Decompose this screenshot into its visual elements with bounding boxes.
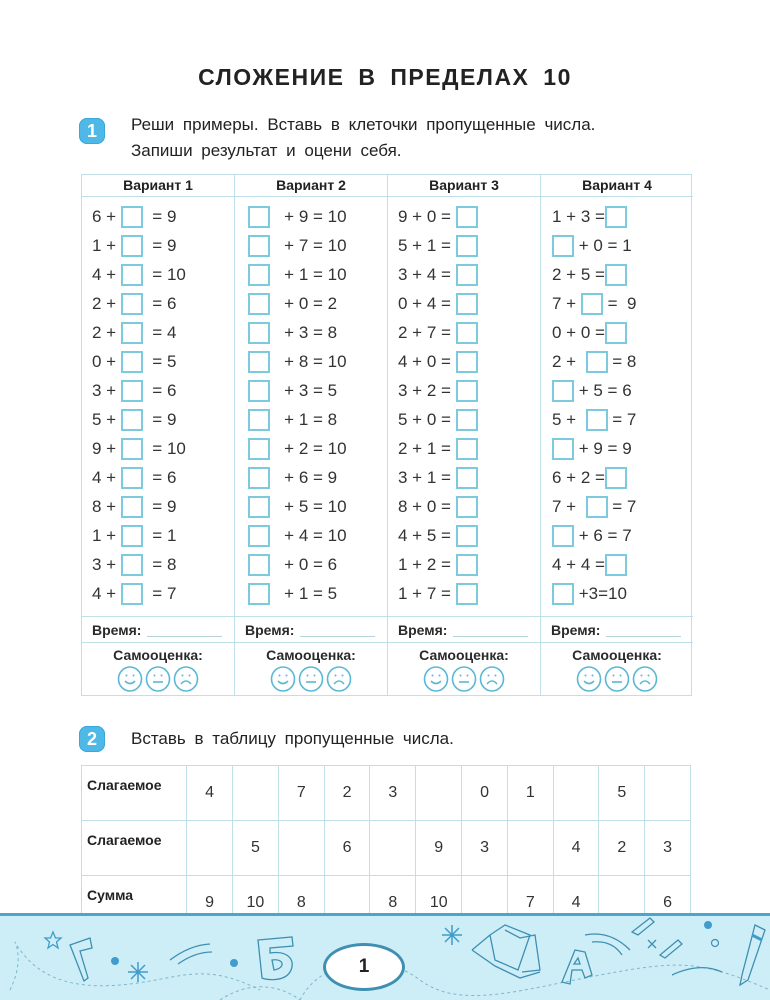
answer-box[interactable] <box>456 467 478 489</box>
self-assessment-label: Самооценка: <box>266 647 356 663</box>
task-number-badge: 1 <box>79 118 105 144</box>
table-cell: 9 <box>187 876 233 931</box>
equation-row <box>541 202 693 231</box>
equation-row <box>82 202 234 231</box>
answer-box[interactable] <box>456 438 478 460</box>
equation-row <box>82 405 234 434</box>
equation-right: + 3 = 8 <box>270 322 338 342</box>
equation-left: 9 + <box>92 438 121 458</box>
answer-box[interactable] <box>552 438 574 460</box>
answer-box[interactable] <box>605 322 627 344</box>
table-cell: 7 <box>278 766 324 821</box>
equation-right: + 0 = 2 <box>270 293 338 313</box>
equation-row <box>541 260 693 289</box>
task-number-badge: 2 <box>79 726 105 752</box>
equation-right: + 6 = 7 <box>574 525 632 545</box>
table-row <box>82 766 691 821</box>
equation-right: + 7 = 10 <box>270 235 347 255</box>
equation-left: 8 + 0 = <box>398 496 456 516</box>
equation-right: + 1 = 10 <box>270 264 347 284</box>
table-cell: 4 <box>187 766 233 821</box>
self-assessment <box>388 644 540 697</box>
neutral-face-icon[interactable] <box>451 666 477 697</box>
equation-row <box>235 521 387 550</box>
equation-left: 3 + 2 = <box>398 380 456 400</box>
equation-left: 2 + 5 = <box>552 264 605 284</box>
time-label: Время: <box>245 622 295 638</box>
equation-row <box>388 318 540 347</box>
equation-right: + 3 = 5 <box>270 380 338 400</box>
equation-right: = 9 <box>142 409 177 429</box>
table-cell: 4 <box>553 876 599 931</box>
equation-row <box>541 289 693 318</box>
answer-box[interactable] <box>121 467 143 489</box>
task2-instruction: Вставь в таблицу пропущенные числа. <box>131 729 454 748</box>
equation-right: + 2 = 10 <box>270 438 347 458</box>
equation-row <box>388 492 540 521</box>
equation-left: 5 + <box>552 409 586 429</box>
table-cell: 6 <box>324 821 370 876</box>
table-cell[interactable] <box>232 766 278 821</box>
answer-box[interactable] <box>121 235 143 257</box>
table-cell: 4 <box>553 821 599 876</box>
equation-row <box>541 492 693 521</box>
table-cell: 1 <box>507 766 553 821</box>
table-cell: 9 <box>416 821 462 876</box>
answer-box[interactable] <box>248 554 270 576</box>
answer-box[interactable] <box>121 525 143 547</box>
time-label: Время: <box>551 622 601 638</box>
equation-right: + 0 = 1 <box>574 235 632 255</box>
equation-row <box>235 492 387 521</box>
equation-left: 2 + 7 = <box>398 322 456 342</box>
variant-column-2 <box>235 175 388 695</box>
equation-right: = 7 <box>607 409 637 429</box>
equation-right: = 9 <box>142 206 177 226</box>
equation-left: 0 + 0 = <box>552 322 605 342</box>
equation-row <box>82 550 234 579</box>
neutral-face-icon[interactable] <box>145 666 171 697</box>
time-field <box>82 616 234 643</box>
equation-right: = 9 <box>142 235 177 255</box>
equation-right: + 6 = 9 <box>270 467 338 487</box>
letter-g-icon <box>70 938 92 981</box>
equation-left: 3 + <box>92 554 121 574</box>
equation-row <box>388 521 540 550</box>
answer-box[interactable] <box>121 293 143 315</box>
sad-face-icon[interactable] <box>632 666 658 697</box>
answer-box[interactable] <box>456 322 478 344</box>
answer-box[interactable] <box>248 235 270 257</box>
answer-box[interactable] <box>456 409 478 431</box>
equation-right: + 5 = 6 <box>574 380 632 400</box>
equation-row <box>388 405 540 434</box>
answer-box[interactable] <box>248 322 270 344</box>
answer-box[interactable] <box>456 380 478 402</box>
letter-b-icon <box>258 937 293 980</box>
answer-box[interactable] <box>121 322 143 344</box>
equation-right: = 1 <box>142 525 177 545</box>
self-assessment-label: Самооценка: <box>419 647 509 663</box>
time-field <box>388 616 540 643</box>
answer-box[interactable] <box>248 438 270 460</box>
equation-left: 3 + <box>92 380 121 400</box>
answer-box[interactable] <box>121 264 143 286</box>
equation-row <box>235 260 387 289</box>
equation-right: = 6 <box>142 467 177 487</box>
equation-left: 1 + 2 = <box>398 554 456 574</box>
answer-box[interactable] <box>121 351 143 373</box>
equation-left: 1 + <box>92 235 121 255</box>
answer-box[interactable] <box>248 409 270 431</box>
equation-row <box>82 376 234 405</box>
equation-left: 4 + <box>92 583 121 603</box>
equation-row <box>388 347 540 376</box>
star-icon <box>45 932 61 948</box>
equation-row <box>541 231 693 260</box>
table-cell[interactable] <box>187 821 233 876</box>
table-cell[interactable] <box>507 821 553 876</box>
equation-row <box>82 434 234 463</box>
equation-left: 4 + <box>92 467 121 487</box>
book-icon <box>472 925 540 978</box>
equation-left: 2 + 1 = <box>398 438 456 458</box>
answer-box[interactable] <box>248 496 270 518</box>
equation-row <box>388 260 540 289</box>
equation-row <box>541 376 693 405</box>
equation-right: = 9 <box>602 293 637 313</box>
answer-box[interactable] <box>581 293 603 315</box>
equation-row <box>82 579 234 608</box>
table-row <box>82 821 691 876</box>
answer-box[interactable] <box>605 554 627 576</box>
answer-box[interactable] <box>586 351 608 373</box>
equation-left: 7 + <box>552 293 581 313</box>
equation-left: 0 + 4 = <box>398 293 456 313</box>
equation-right: + 5 = 10 <box>270 496 347 516</box>
table-cell[interactable] <box>645 766 691 821</box>
equation-left: 5 + 0 = <box>398 409 456 429</box>
row-label: Слагаемое <box>82 766 187 821</box>
equation-row <box>82 289 234 318</box>
equation-left: 9 + 0 = <box>398 206 456 226</box>
answer-box[interactable] <box>456 235 478 257</box>
equation-right: + 1 = 8 <box>270 409 338 429</box>
table-cell[interactable] <box>370 821 416 876</box>
table-cell: 8 <box>278 876 324 931</box>
equation-left: 0 + <box>92 351 121 371</box>
happy-face-icon[interactable] <box>423 666 449 697</box>
equation-row <box>541 405 693 434</box>
equation-row <box>541 521 693 550</box>
row-label: Слагаемое <box>82 821 187 876</box>
equation-row <box>388 231 540 260</box>
answer-box[interactable] <box>121 409 143 431</box>
equation-right: = 8 <box>142 554 177 574</box>
equation-row <box>388 434 540 463</box>
equation-right: = 6 <box>142 380 177 400</box>
answer-box[interactable] <box>121 554 143 576</box>
equation-row <box>541 347 693 376</box>
time-input-line[interactable] <box>606 636 681 637</box>
equation-right: + 8 = 10 <box>270 351 347 371</box>
equation-left: 1 + 3 = <box>552 206 605 226</box>
answer-box[interactable] <box>586 409 608 431</box>
sad-face-icon[interactable] <box>479 666 505 697</box>
equation-row <box>235 231 387 260</box>
equation-left: 7 + <box>552 496 586 516</box>
self-assessment <box>235 644 387 697</box>
answer-box[interactable] <box>248 351 270 373</box>
equation-left: 4 + 5 = <box>398 525 456 545</box>
table-cell: 2 <box>324 766 370 821</box>
equation-right: + 0 = 6 <box>270 554 338 574</box>
equation-row <box>235 376 387 405</box>
equation-left: 6 + 2 = <box>552 467 605 487</box>
equation-right: = 6 <box>142 293 177 313</box>
equation-right: + 1 = 5 <box>270 583 338 603</box>
table-cell: 0 <box>462 766 508 821</box>
table-cell: 5 <box>599 766 645 821</box>
equation-row <box>82 492 234 521</box>
equation-left: 2 + <box>552 351 586 371</box>
answer-box[interactable] <box>552 525 574 547</box>
answer-box[interactable] <box>456 554 478 576</box>
sad-face-icon[interactable] <box>173 666 199 697</box>
table-cell[interactable] <box>416 766 462 821</box>
equation-right: + 4 = 10 <box>270 525 347 545</box>
pencil-icon <box>740 925 765 985</box>
happy-face-icon[interactable] <box>270 666 296 697</box>
table-cell: 8 <box>370 876 416 931</box>
time-label: Время: <box>398 622 448 638</box>
table-cell[interactable] <box>553 766 599 821</box>
task1-instruction-line1: Реши примеры. Вставь в клеточки пропущенные числа. <box>131 115 596 134</box>
letter-a-icon <box>562 950 592 984</box>
answer-box[interactable] <box>121 496 143 518</box>
self-assessment-label: Самооценка: <box>572 647 662 663</box>
table-cell: 6 <box>645 876 691 931</box>
equation-row <box>235 289 387 318</box>
neutral-face-icon[interactable] <box>298 666 324 697</box>
answer-box[interactable] <box>456 293 478 315</box>
answer-box[interactable] <box>248 293 270 315</box>
answer-box[interactable] <box>121 206 143 228</box>
answer-box[interactable] <box>456 525 478 547</box>
equation-row <box>82 521 234 550</box>
answer-box[interactable] <box>248 380 270 402</box>
equation-row <box>388 202 540 231</box>
equation-row <box>541 434 693 463</box>
equation-row <box>82 318 234 347</box>
equation-row <box>388 550 540 579</box>
task1-instruction-line2: Запиши результат и оцени себя. <box>131 141 402 160</box>
equation-right: = 8 <box>607 351 637 371</box>
equation-row <box>235 463 387 492</box>
equation-row <box>541 463 693 492</box>
answer-box[interactable] <box>456 496 478 518</box>
equation-right: = 7 <box>142 583 177 603</box>
variant-title: Вариант 1 <box>82 175 234 197</box>
equation-left: 5 + 1 = <box>398 235 456 255</box>
variant-column-3 <box>388 175 541 695</box>
happy-face-icon[interactable] <box>576 666 602 697</box>
variant-column-1 <box>82 175 235 695</box>
snowflake-icon <box>442 925 462 945</box>
table-cell: 5 <box>232 821 278 876</box>
row-label: Сумма <box>82 876 187 931</box>
equation-left: 1 + <box>92 525 121 545</box>
equation-right: = 5 <box>142 351 177 371</box>
table-cell: 3 <box>370 766 416 821</box>
table-cell: 10 <box>232 876 278 931</box>
page-title: СЛОЖЕНИЕ В ПРЕДЕЛАХ 10 <box>198 64 572 90</box>
task1-instruction <box>131 112 595 164</box>
time-input-line[interactable] <box>300 636 375 637</box>
self-assessment <box>82 644 234 697</box>
equation-row <box>388 376 540 405</box>
answer-box[interactable] <box>456 264 478 286</box>
table-cell: 10 <box>416 876 462 931</box>
equation-left: 8 + <box>92 496 121 516</box>
equation-right: = 10 <box>142 438 186 458</box>
answer-box[interactable] <box>456 583 478 605</box>
equation-row <box>82 463 234 492</box>
equation-left: 6 + <box>92 206 121 226</box>
answer-box[interactable] <box>456 206 478 228</box>
equation-row <box>235 405 387 434</box>
variants-table <box>81 174 692 696</box>
equation-right: + 9 = 10 <box>270 206 347 226</box>
time-label: Время: <box>92 622 142 638</box>
sad-face-icon[interactable] <box>326 666 352 697</box>
equation-row <box>541 579 693 608</box>
equation-row <box>541 318 693 347</box>
time-field <box>541 616 693 643</box>
answer-box[interactable] <box>248 525 270 547</box>
table-cell[interactable] <box>278 821 324 876</box>
equation-right: = 10 <box>142 264 186 284</box>
answer-box[interactable] <box>605 467 627 489</box>
equation-left: 3 + 4 = <box>398 264 456 284</box>
table-cell: 7 <box>507 876 553 931</box>
variant-column-4 <box>541 175 693 695</box>
variant-title: Вариант 3 <box>388 175 540 197</box>
answer-box[interactable] <box>552 235 574 257</box>
equation-left: 4 + 0 = <box>398 351 456 371</box>
self-assessment <box>541 644 693 697</box>
answer-box[interactable] <box>121 380 143 402</box>
addition-table <box>81 765 691 931</box>
answer-box[interactable] <box>248 467 270 489</box>
variant-title: Вариант 4 <box>541 175 693 197</box>
answer-box[interactable] <box>552 583 574 605</box>
equation-left: 3 + 1 = <box>398 467 456 487</box>
equation-row <box>235 550 387 579</box>
equation-row <box>388 289 540 318</box>
equation-row <box>235 318 387 347</box>
equation-left: 2 + <box>92 293 121 313</box>
equation-row <box>235 579 387 608</box>
answer-box[interactable] <box>248 583 270 605</box>
table-cell: 3 <box>462 821 508 876</box>
time-input-line[interactable] <box>147 636 222 637</box>
variant-title: Вариант 2 <box>235 175 387 197</box>
answer-box[interactable] <box>121 438 143 460</box>
equation-row <box>541 550 693 579</box>
happy-face-icon[interactable] <box>117 666 143 697</box>
equation-row <box>235 434 387 463</box>
table-cell: 2 <box>599 821 645 876</box>
equation-row <box>82 231 234 260</box>
equation-row <box>388 579 540 608</box>
answer-box[interactable] <box>552 380 574 402</box>
equation-row <box>388 463 540 492</box>
equation-right: + 9 = 9 <box>574 438 632 458</box>
equation-right: = 4 <box>142 322 177 342</box>
answer-box[interactable] <box>456 351 478 373</box>
time-field <box>235 616 387 643</box>
answer-box[interactable] <box>248 206 270 228</box>
equation-left: 4 + 4 = <box>552 554 605 574</box>
answer-box[interactable] <box>121 583 143 605</box>
snowflake-icon <box>128 962 148 982</box>
equation-right: = 7 <box>607 496 637 516</box>
time-input-line[interactable] <box>453 636 528 637</box>
equation-right: = 9 <box>142 496 177 516</box>
self-assessment-label: Самооценка: <box>113 647 203 663</box>
equation-left: 4 + <box>92 264 121 284</box>
equation-row <box>235 202 387 231</box>
answer-box[interactable] <box>586 496 608 518</box>
equation-left: 2 + <box>92 322 121 342</box>
equation-row <box>82 347 234 376</box>
page-number: 1 <box>323 943 405 991</box>
neutral-face-icon[interactable] <box>604 666 630 697</box>
equation-left: 5 + <box>92 409 121 429</box>
equation-row <box>82 260 234 289</box>
table-cell: 3 <box>645 821 691 876</box>
equation-row <box>235 347 387 376</box>
answer-box[interactable] <box>605 206 627 228</box>
equation-right: +3=10 <box>574 583 627 603</box>
answer-box[interactable] <box>605 264 627 286</box>
equation-left: 1 + 7 = <box>398 583 456 603</box>
answer-box[interactable] <box>248 264 270 286</box>
